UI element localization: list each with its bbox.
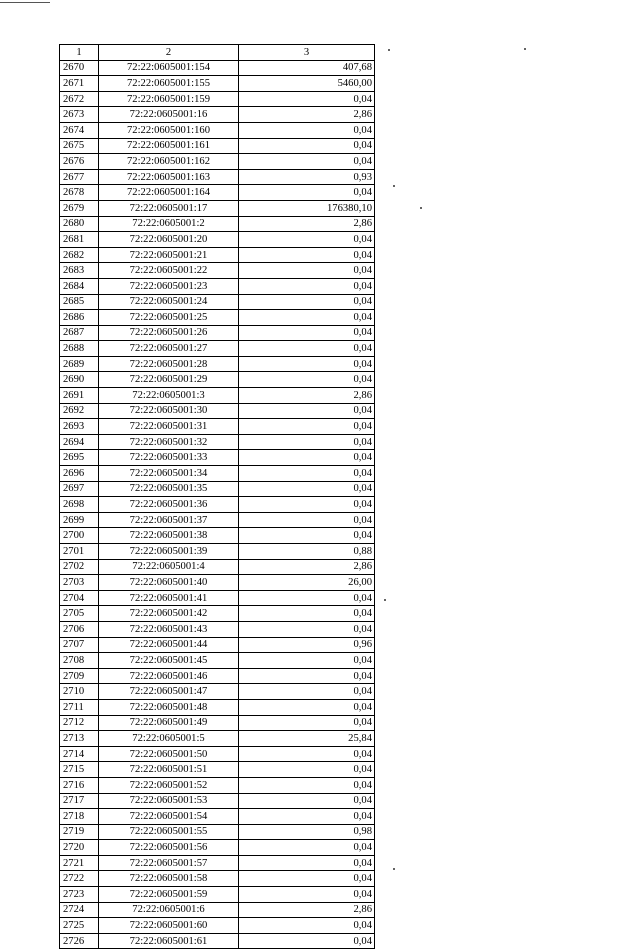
value-cell: 0,04 xyxy=(239,777,375,793)
table-row xyxy=(60,169,375,185)
column-header-3: 3 xyxy=(239,45,375,61)
table-row xyxy=(60,684,375,700)
value-cell: 0,04 xyxy=(239,621,375,637)
value-cell: 0,04 xyxy=(239,715,375,731)
cadastral-number-cell: 72:22:0605001:3 xyxy=(99,388,239,404)
column-header-1: 1 xyxy=(60,45,99,61)
row-number-cell: 2682 xyxy=(60,247,99,263)
cadastral-number-cell: 72:22:0605001:30 xyxy=(99,403,239,419)
row-number-cell: 2685 xyxy=(60,294,99,310)
table-row xyxy=(60,840,375,856)
value-cell: 0,04 xyxy=(239,840,375,856)
value-cell: 0,04 xyxy=(239,653,375,669)
row-number-cell: 2719 xyxy=(60,824,99,840)
table-row xyxy=(60,621,375,637)
value-cell: 0,04 xyxy=(239,341,375,357)
row-number-cell: 2704 xyxy=(60,590,99,606)
row-number-cell: 2721 xyxy=(60,855,99,871)
cadastral-number-cell: 72:22:0605001:51 xyxy=(99,762,239,778)
row-number-cell: 2701 xyxy=(60,544,99,560)
row-number-cell: 2693 xyxy=(60,419,99,435)
value-cell: 407,68 xyxy=(239,60,375,76)
table-row xyxy=(60,341,375,357)
row-number-cell: 2720 xyxy=(60,840,99,856)
row-number-cell: 2702 xyxy=(60,559,99,575)
table-row xyxy=(60,824,375,840)
table-row xyxy=(60,91,375,107)
cadastral-number-cell: 72:22:0605001:47 xyxy=(99,684,239,700)
value-cell: 2,86 xyxy=(239,902,375,918)
row-number-cell: 2673 xyxy=(60,107,99,123)
table-row xyxy=(60,60,375,76)
header-row xyxy=(60,45,375,61)
row-number-cell: 2713 xyxy=(60,731,99,747)
cadastral-number-cell: 72:22:0605001:42 xyxy=(99,606,239,622)
table-row xyxy=(60,122,375,138)
value-cell: 0,04 xyxy=(239,434,375,450)
row-number-cell: 2709 xyxy=(60,668,99,684)
table-row xyxy=(60,263,375,279)
table-row xyxy=(60,777,375,793)
row-number-cell: 2705 xyxy=(60,606,99,622)
table-row xyxy=(60,855,375,871)
value-cell: 176380,10 xyxy=(239,200,375,216)
value-cell: 0,04 xyxy=(239,278,375,294)
scan-speck xyxy=(420,207,422,209)
table-row xyxy=(60,185,375,201)
cadastral-number-cell: 72:22:0605001:159 xyxy=(99,91,239,107)
value-cell: 0,04 xyxy=(239,247,375,263)
row-number-cell: 2712 xyxy=(60,715,99,731)
table-row xyxy=(60,528,375,544)
row-number-cell: 2681 xyxy=(60,232,99,248)
value-cell: 0,04 xyxy=(239,138,375,154)
row-number-cell: 2718 xyxy=(60,809,99,825)
value-cell: 26,00 xyxy=(239,575,375,591)
row-number-cell: 2710 xyxy=(60,684,99,700)
cadastral-number-cell: 72:22:0605001:39 xyxy=(99,544,239,560)
value-cell: 0,88 xyxy=(239,544,375,560)
cadastral-number-cell: 72:22:0605001:5 xyxy=(99,731,239,747)
cadastral-number-cell: 72:22:0605001:34 xyxy=(99,466,239,482)
cadastral-number-cell: 72:22:0605001:31 xyxy=(99,419,239,435)
value-cell: 2,86 xyxy=(239,107,375,123)
table-row xyxy=(60,731,375,747)
cadastral-number-cell: 72:22:0605001:37 xyxy=(99,512,239,528)
table-row xyxy=(60,372,375,388)
cadastral-number-cell: 72:22:0605001:23 xyxy=(99,278,239,294)
cadastral-number-cell: 72:22:0605001:54 xyxy=(99,809,239,825)
cadastral-number-cell: 72:22:0605001:155 xyxy=(99,76,239,92)
cadastral-number-cell: 72:22:0605001:26 xyxy=(99,325,239,341)
cadastral-number-cell: 72:22:0605001:160 xyxy=(99,122,239,138)
table-row xyxy=(60,746,375,762)
table-row xyxy=(60,699,375,715)
row-number-cell: 2688 xyxy=(60,341,99,357)
scan-speck xyxy=(393,185,395,187)
row-number-cell: 2686 xyxy=(60,310,99,326)
value-cell: 0,04 xyxy=(239,512,375,528)
value-cell: 0,98 xyxy=(239,824,375,840)
cadastral-number-cell: 72:22:0605001:59 xyxy=(99,887,239,903)
table-row xyxy=(60,107,375,123)
row-number-cell: 2724 xyxy=(60,902,99,918)
table-row xyxy=(60,606,375,622)
row-number-cell: 2694 xyxy=(60,434,99,450)
value-cell: 0,04 xyxy=(239,450,375,466)
cadastral-number-cell: 72:22:0605001:2 xyxy=(99,216,239,232)
table-row xyxy=(60,294,375,310)
cadastral-number-cell: 72:22:0605001:164 xyxy=(99,185,239,201)
cadastral-number-cell: 72:22:0605001:40 xyxy=(99,575,239,591)
cadastral-number-cell: 72:22:0605001:22 xyxy=(99,263,239,279)
top-edge-rule xyxy=(0,2,50,3)
value-cell: 0,04 xyxy=(239,294,375,310)
row-number-cell: 2696 xyxy=(60,466,99,482)
row-number-cell: 2699 xyxy=(60,512,99,528)
value-cell: 0,04 xyxy=(239,497,375,513)
row-number-cell: 2678 xyxy=(60,185,99,201)
cadastral-number-cell: 72:22:0605001:33 xyxy=(99,450,239,466)
row-number-cell: 2706 xyxy=(60,621,99,637)
row-number-cell: 2700 xyxy=(60,528,99,544)
table-row xyxy=(60,481,375,497)
table-row xyxy=(60,762,375,778)
cadastral-number-cell: 72:22:0605001:25 xyxy=(99,310,239,326)
value-cell: 0,04 xyxy=(239,403,375,419)
row-number-cell: 2708 xyxy=(60,653,99,669)
cadastral-number-cell: 72:22:0605001:28 xyxy=(99,356,239,372)
cadastral-number-cell: 72:22:0605001:56 xyxy=(99,840,239,856)
row-number-cell: 2680 xyxy=(60,216,99,232)
table-row xyxy=(60,902,375,918)
value-cell: 0,04 xyxy=(239,668,375,684)
value-cell: 0,04 xyxy=(239,809,375,825)
value-cell: 0,04 xyxy=(239,310,375,326)
row-number-cell: 2725 xyxy=(60,918,99,934)
scan-speck xyxy=(393,868,395,870)
value-cell: 0,04 xyxy=(239,356,375,372)
cadastral-number-cell: 72:22:0605001:163 xyxy=(99,169,239,185)
row-number-cell: 2691 xyxy=(60,388,99,404)
value-cell: 0,04 xyxy=(239,91,375,107)
cadastral-number-cell: 72:22:0605001:20 xyxy=(99,232,239,248)
row-number-cell: 2672 xyxy=(60,91,99,107)
row-number-cell: 2671 xyxy=(60,76,99,92)
value-cell: 0,04 xyxy=(239,871,375,887)
cadastral-number-cell: 72:22:0605001:55 xyxy=(99,824,239,840)
row-number-cell: 2674 xyxy=(60,122,99,138)
cadastral-number-cell: 72:22:0605001:32 xyxy=(99,434,239,450)
cadastral-number-cell: 72:22:0605001:161 xyxy=(99,138,239,154)
row-number-cell: 2676 xyxy=(60,154,99,170)
table-row xyxy=(60,793,375,809)
value-cell: 0,04 xyxy=(239,528,375,544)
cadastral-number-cell: 72:22:0605001:60 xyxy=(99,918,239,934)
cadastral-number-cell: 72:22:0605001:36 xyxy=(99,497,239,513)
table-row xyxy=(60,76,375,92)
row-number-cell: 2711 xyxy=(60,699,99,715)
table-row xyxy=(60,388,375,404)
table-row xyxy=(60,497,375,513)
cadastral-number-cell: 72:22:0605001:16 xyxy=(99,107,239,123)
table-row xyxy=(60,434,375,450)
table-row xyxy=(60,466,375,482)
table-row xyxy=(60,278,375,294)
table-row xyxy=(60,154,375,170)
value-cell: 0,04 xyxy=(239,481,375,497)
value-cell: 0,04 xyxy=(239,419,375,435)
cadastral-number-cell: 72:22:0605001:41 xyxy=(99,590,239,606)
cadastral-number-cell: 72:22:0605001:58 xyxy=(99,871,239,887)
data-table xyxy=(59,44,375,949)
cadastral-number-cell: 72:22:0605001:53 xyxy=(99,793,239,809)
row-number-cell: 2692 xyxy=(60,403,99,419)
row-number-cell: 2670 xyxy=(60,60,99,76)
table-row xyxy=(60,450,375,466)
table-row xyxy=(60,138,375,154)
value-cell: 2,86 xyxy=(239,559,375,575)
value-cell: 0,04 xyxy=(239,918,375,934)
cadastral-number-cell: 72:22:0605001:43 xyxy=(99,621,239,637)
cadastral-number-cell: 72:22:0605001:154 xyxy=(99,60,239,76)
row-number-cell: 2677 xyxy=(60,169,99,185)
table-row xyxy=(60,310,375,326)
table-row xyxy=(60,559,375,575)
row-number-cell: 2687 xyxy=(60,325,99,341)
cadastral-number-cell: 72:22:0605001:24 xyxy=(99,294,239,310)
table-row xyxy=(60,356,375,372)
value-cell: 2,86 xyxy=(239,216,375,232)
table-row xyxy=(60,419,375,435)
table-row xyxy=(60,715,375,731)
cadastral-number-cell: 72:22:0605001:27 xyxy=(99,341,239,357)
cadastral-number-cell: 72:22:0605001:35 xyxy=(99,481,239,497)
row-number-cell: 2683 xyxy=(60,263,99,279)
cadastral-number-cell: 72:22:0605001:46 xyxy=(99,668,239,684)
cadastral-number-cell: 72:22:0605001:17 xyxy=(99,200,239,216)
row-number-cell: 2703 xyxy=(60,575,99,591)
value-cell: 0,04 xyxy=(239,887,375,903)
cadastral-number-cell: 72:22:0605001:4 xyxy=(99,559,239,575)
table-row xyxy=(60,512,375,528)
row-number-cell: 2707 xyxy=(60,637,99,653)
table-row xyxy=(60,590,375,606)
value-cell: 0,04 xyxy=(239,325,375,341)
value-cell: 0,04 xyxy=(239,933,375,949)
cadastral-number-cell: 72:22:0605001:21 xyxy=(99,247,239,263)
row-number-cell: 2695 xyxy=(60,450,99,466)
table-body xyxy=(60,60,375,949)
value-cell: 0,04 xyxy=(239,855,375,871)
value-cell: 0,04 xyxy=(239,154,375,170)
table-row xyxy=(60,200,375,216)
value-cell: 0,04 xyxy=(239,684,375,700)
value-cell: 0,04 xyxy=(239,606,375,622)
table-row xyxy=(60,809,375,825)
row-number-cell: 2690 xyxy=(60,372,99,388)
value-cell: 0,04 xyxy=(239,122,375,138)
row-number-cell: 2684 xyxy=(60,278,99,294)
row-number-cell: 2689 xyxy=(60,356,99,372)
value-cell: 0,96 xyxy=(239,637,375,653)
value-cell: 0,04 xyxy=(239,793,375,809)
table-row xyxy=(60,216,375,232)
value-cell: 0,04 xyxy=(239,263,375,279)
table-row xyxy=(60,403,375,419)
value-cell: 0,04 xyxy=(239,762,375,778)
value-cell: 0,04 xyxy=(239,185,375,201)
value-cell: 0,04 xyxy=(239,699,375,715)
cadastral-number-cell: 72:22:0605001:29 xyxy=(99,372,239,388)
value-cell: 2,86 xyxy=(239,388,375,404)
row-number-cell: 2722 xyxy=(60,871,99,887)
cadastral-number-cell: 72:22:0605001:50 xyxy=(99,746,239,762)
value-cell: 0,93 xyxy=(239,169,375,185)
cadastral-number-cell: 72:22:0605001:162 xyxy=(99,154,239,170)
value-cell: 0,04 xyxy=(239,590,375,606)
row-number-cell: 2726 xyxy=(60,933,99,949)
cadastral-number-cell: 72:22:0605001:45 xyxy=(99,653,239,669)
table-row xyxy=(60,871,375,887)
table-row xyxy=(60,918,375,934)
scan-speck xyxy=(388,49,390,51)
column-header-2: 2 xyxy=(99,45,239,61)
table-row xyxy=(60,544,375,560)
cadastral-number-cell: 72:22:0605001:49 xyxy=(99,715,239,731)
value-cell: 0,04 xyxy=(239,746,375,762)
table-row xyxy=(60,575,375,591)
row-number-cell: 2714 xyxy=(60,746,99,762)
row-number-cell: 2723 xyxy=(60,887,99,903)
table-row xyxy=(60,247,375,263)
table-row xyxy=(60,668,375,684)
table-row xyxy=(60,933,375,949)
scan-speck xyxy=(384,599,386,601)
cadastral-number-cell: 72:22:0605001:61 xyxy=(99,933,239,949)
table-row xyxy=(60,232,375,248)
row-number-cell: 2717 xyxy=(60,793,99,809)
cadastral-number-cell: 72:22:0605001:38 xyxy=(99,528,239,544)
table-row xyxy=(60,653,375,669)
row-number-cell: 2716 xyxy=(60,777,99,793)
table-row xyxy=(60,325,375,341)
value-cell: 0,04 xyxy=(239,372,375,388)
value-cell: 0,04 xyxy=(239,232,375,248)
row-number-cell: 2698 xyxy=(60,497,99,513)
row-number-cell: 2679 xyxy=(60,200,99,216)
row-number-cell: 2675 xyxy=(60,138,99,154)
row-number-cell: 2697 xyxy=(60,481,99,497)
table-row xyxy=(60,887,375,903)
value-cell: 5460,00 xyxy=(239,76,375,92)
cadastral-number-cell: 72:22:0605001:57 xyxy=(99,855,239,871)
cadastral-number-cell: 72:22:0605001:6 xyxy=(99,902,239,918)
value-cell: 25,84 xyxy=(239,731,375,747)
value-cell: 0,04 xyxy=(239,466,375,482)
cadastral-number-cell: 72:22:0605001:48 xyxy=(99,699,239,715)
cadastral-number-cell: 72:22:0605001:44 xyxy=(99,637,239,653)
table-row xyxy=(60,637,375,653)
scan-speck xyxy=(524,48,526,50)
row-number-cell: 2715 xyxy=(60,762,99,778)
cadastral-number-cell: 72:22:0605001:52 xyxy=(99,777,239,793)
